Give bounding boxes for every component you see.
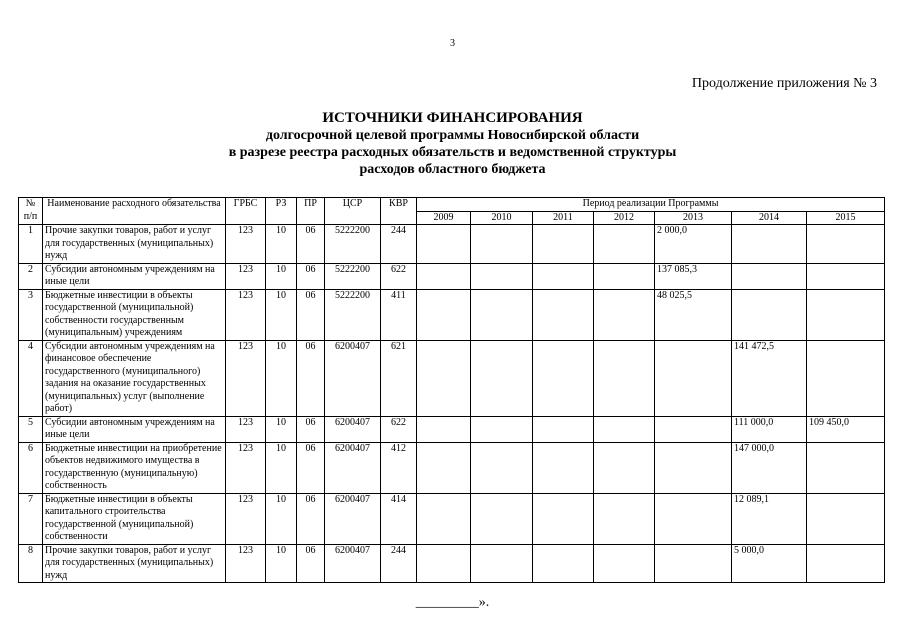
header-kvr: КВР [381,198,417,225]
row-year-value [471,225,533,264]
row-kvr: 411 [381,289,417,340]
header-year: 2009 [417,211,471,225]
row-grbs: 123 [226,225,266,264]
row-year-value [471,263,533,289]
row-kvr: 244 [381,544,417,583]
row-grbs: 123 [226,263,266,289]
row-year-value: 5 000,0 [732,544,807,583]
row-year-value [807,263,885,289]
row-year-value: 111 000,0 [732,416,807,442]
row-pr: 06 [297,442,325,493]
header-year: 2012 [594,211,655,225]
row-year-value: 147 000,0 [732,442,807,493]
header-year: 2015 [807,211,885,225]
row-rz: 10 [266,442,297,493]
row-year-value [732,263,807,289]
row-year-value [417,442,471,493]
header-period: Период реализации Программы [417,198,885,212]
row-name: Прочие закупки товаров, работ и услуг для государственных (муниципальных) нужд [43,225,226,264]
row-number: 7 [19,493,43,544]
header-name: Наименование расходного обязательства [43,198,226,225]
row-number: 1 [19,225,43,264]
row-year-value: 48 025,5 [655,289,732,340]
row-rz: 10 [266,340,297,416]
heading-line-3: в разрезе реестра расходных обязательств и ведомственной структуры [228,145,677,160]
row-rz: 10 [266,289,297,340]
row-name: Субсидии автономным учреждениям на иные цели [43,263,226,289]
row-year-value [655,442,732,493]
row-kvr: 622 [381,416,417,442]
row-name: Субсидии автономным учреждениям на финансовое обеспечение государственного (муниципального) задания на оказание государственных (муниципальных) услуг (выполнение работ) [43,340,226,416]
row-csr: 6200407 [325,442,381,493]
row-csr: 5222200 [325,263,381,289]
row-name: Субсидии автономным учреждениям на иные цели [43,416,226,442]
row-year-value: 12 089,1 [732,493,807,544]
row-year-value [533,493,594,544]
row-year-value: 137 085,3 [655,263,732,289]
row-year-value [807,493,885,544]
row-kvr: 414 [381,493,417,544]
row-year-value [417,416,471,442]
financing-sources-table [18,197,885,583]
row-grbs: 123 [226,442,266,493]
row-year-value: 109 450,0 [807,416,885,442]
row-year-value [533,416,594,442]
row-kvr: 244 [381,225,417,264]
row-year-value [417,263,471,289]
row-grbs: 123 [226,289,266,340]
row-year-value [417,544,471,583]
row-year-value [417,289,471,340]
row-csr: 5222200 [325,289,381,340]
document-heading [0,110,905,178]
row-year-value [594,340,655,416]
header-rz: РЗ [266,198,297,225]
row-csr: 6200407 [325,493,381,544]
header-csr: ЦСР [325,198,381,225]
row-year-value [807,225,885,264]
row-year-value [594,442,655,493]
row-year-value [594,225,655,264]
row-year-value [655,493,732,544]
row-kvr: 622 [381,263,417,289]
header-year: 2014 [732,211,807,225]
row-year-value [417,225,471,264]
row-year-value [807,340,885,416]
row-csr: 5222200 [325,225,381,264]
row-year-value [471,289,533,340]
row-year-value [732,225,807,264]
row-year-value [471,442,533,493]
row-year-value [594,493,655,544]
row-grbs: 123 [226,493,266,544]
row-year-value: 2 000,0 [655,225,732,264]
row-year-value [471,544,533,583]
row-year-value [471,493,533,544]
row-year-value [533,225,594,264]
appendix-continuation-label: Продолжение приложения № 3 [691,76,877,91]
row-number: 6 [19,442,43,493]
heading-line-1: ИСТОЧНИКИ ФИНАНСИРОВАНИЯ [322,110,583,126]
row-number: 8 [19,544,43,583]
row-pr: 06 [297,263,325,289]
table-row [19,225,885,264]
row-year-value [655,544,732,583]
row-rz: 10 [266,416,297,442]
row-pr: 06 [297,340,325,416]
row-pr: 06 [297,544,325,583]
header-year: 2010 [471,211,533,225]
row-rz: 10 [266,225,297,264]
row-year-value [655,340,732,416]
table-row [19,442,885,493]
heading-line-2: долгосрочной целевой программы Новосибирской области [265,128,640,143]
row-year-value [594,289,655,340]
header-year: 2011 [533,211,594,225]
row-number: 2 [19,263,43,289]
row-name: Бюджетные инвестиции в объекты государственной (муниципальной) собственности государственным (муниципальным) учреждениям [43,289,226,340]
header-grbs: ГРБС [226,198,266,225]
row-year-value [471,416,533,442]
row-year-value [533,544,594,583]
row-grbs: 123 [226,416,266,442]
header-num: № п/п [19,198,43,225]
row-year-value [533,340,594,416]
row-pr: 06 [297,493,325,544]
row-year-value [533,263,594,289]
row-year-value [594,416,655,442]
page-number: 3 [450,38,455,49]
row-kvr: 621 [381,340,417,416]
row-rz: 10 [266,263,297,289]
table-header [19,198,885,225]
row-pr: 06 [297,289,325,340]
row-year-value: 141 472,5 [732,340,807,416]
row-csr: 6200407 [325,416,381,442]
row-number: 5 [19,416,43,442]
table-row [19,493,885,544]
row-number: 4 [19,340,43,416]
row-name: Бюджетные инвестиции на приобретение объектов недвижимого имущества в государственную (муниципальную) собственность [43,442,226,493]
row-year-value [807,289,885,340]
row-year-value [417,340,471,416]
row-number: 3 [19,289,43,340]
table-row [19,416,885,442]
row-year-value [594,544,655,583]
row-year-value [417,493,471,544]
row-year-value [655,416,732,442]
row-pr: 06 [297,416,325,442]
row-grbs: 123 [226,340,266,416]
row-name: Бюджетные инвестиции в объекты капитального строительства государственной (муниципальной) собственности [43,493,226,544]
row-grbs: 123 [226,544,266,583]
row-year-value [471,340,533,416]
row-kvr: 412 [381,442,417,493]
heading-line-4: расходов областного бюджета [359,162,546,177]
row-year-value [594,263,655,289]
table-body [19,225,885,583]
row-year-value [807,544,885,583]
row-year-value [807,442,885,493]
row-csr: 6200407 [325,544,381,583]
header-year: 2013 [655,211,732,225]
table-row [19,340,885,416]
table-row [19,289,885,340]
row-year-value [533,442,594,493]
row-pr: 06 [297,225,325,264]
row-csr: 6200407 [325,340,381,416]
row-rz: 10 [266,493,297,544]
row-year-value [732,289,807,340]
row-year-value [533,289,594,340]
table-row [19,263,885,289]
row-rz: 10 [266,544,297,583]
footer-closing-mark: _________». [415,595,490,610]
row-name: Прочие закупки товаров, работ и услуг для государственных (муниципальных) нужд [43,544,226,583]
table-row [19,544,885,583]
header-pr: ПР [297,198,325,225]
